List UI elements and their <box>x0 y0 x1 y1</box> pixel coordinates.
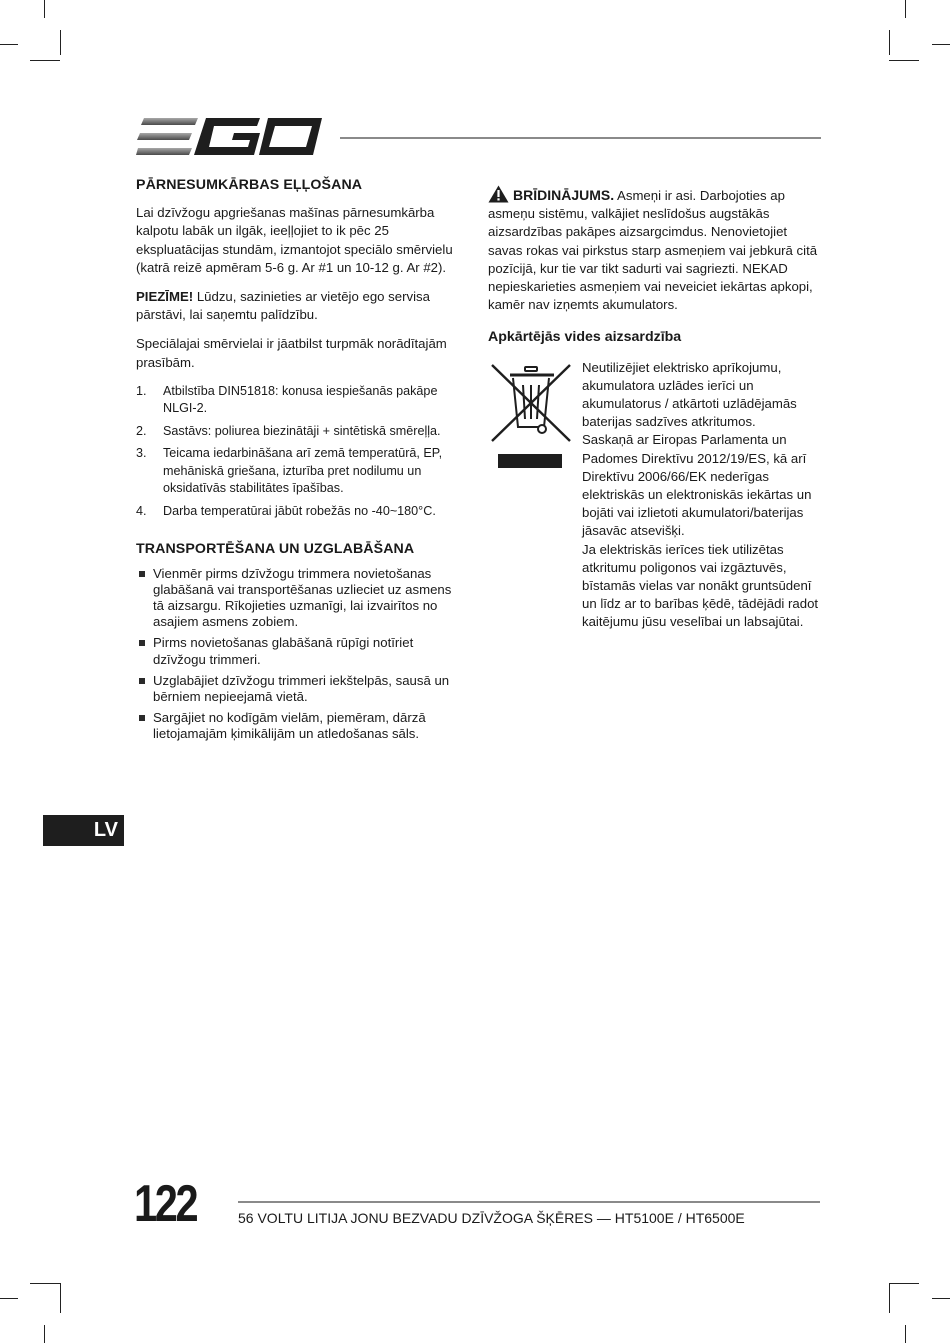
crop-mark <box>905 0 906 18</box>
list-text: Teicama iedarbināšana arī zemā temperatūrā, EP, mehāniskā griešana, izturība pret nodilumu un oksidatīvās stabilitātes īpašības. <box>163 446 443 496</box>
lube-heading: PĀRNESUMKĀRBAS EĻĻOŠANA <box>136 177 363 193</box>
env-heading: Apkārtējās vides aizsardzība <box>488 329 682 346</box>
transport-list <box>136 566 466 743</box>
crop-mark <box>889 1283 919 1284</box>
crossed-bin-icon <box>488 361 574 445</box>
list-item <box>136 710 466 742</box>
warning-paragraph <box>488 185 821 314</box>
list-number: 2. <box>136 423 147 438</box>
list-text: Pirms novietošanas glabāšanā rūpīgi notīriet dzīvžogu trimmeri. <box>153 635 414 667</box>
list-text: Vienmēr pirms dzīvžogu trimmera novietošanas glabāšanā vai transportēšanas uzlieciet uz asmens tā aizsargu. Rīkojieties uzmanīgi, lai izvairītos no asajiem asmens zobiem. <box>153 565 452 630</box>
warning-icon <box>488 185 509 203</box>
list-text: Atbilstība DIN51818: konusa iespiešanās pakāpe NLGI-2. <box>163 383 438 416</box>
list-item <box>136 445 466 498</box>
env-text <box>582 359 821 632</box>
note-text: Lūdzu, sazinieties ar vietējo ego servisa pārstāvi, lai saņemtu palīdzību. <box>136 289 430 323</box>
crop-mark <box>30 60 60 61</box>
crop-mark <box>30 1283 60 1284</box>
crop-mark <box>60 1283 61 1313</box>
left-column <box>136 176 466 748</box>
list-number: 3. <box>136 446 147 461</box>
crop-mark <box>905 1325 906 1343</box>
crop-mark <box>44 1325 45 1343</box>
crop-mark <box>889 60 919 61</box>
list-text: Sargājiet no kodīgām vielām, piemēram, dārzā lietojamajām ķimikālijām un atledošanas sāls. <box>153 710 426 742</box>
crop-mark <box>889 30 890 55</box>
header-rule <box>340 137 821 139</box>
list-text: Darba temperatūrai jābūt robežās no -40~180°C. <box>163 503 436 518</box>
list-text: Uzglabājiet dzīvžogu trimmeri iekštelpās, sausā un bērniem nepieejamā vietā. <box>153 672 450 704</box>
ego-logo <box>136 114 322 160</box>
weee-symbol <box>488 361 574 468</box>
list-number: 1. <box>136 383 147 398</box>
list-item <box>136 566 466 631</box>
list-item <box>136 383 466 418</box>
warning-text: Asmeņi ir asi. Darbojoties ap asmeņu sistēmu, valkājiet neslīdošus augstākās aizsardzības pakāpes aizsargcimdus. Nenovietojiet savas rokas vai pirkstus starp asmeņiem vai jebkurā citā pozīcijā, kur tie var tikt sadurti vai sagriezti. NEKAD nepieskarieties asmeņiem vai neveiciet iekārtas apkopi, kamēr nav izņemts akumulators. <box>488 188 818 313</box>
env-paragraph-2: Saskaņā ar Eiropas Parlamenta un Padomes Direktīvu 2012/19/ES, kā arī Direktīvu 2006/66/EK nederīgas elektriskās un elektroniskās iekārtas un bojāti vai izlietoti akumulatori/baterijas jāsavāc atsevišķi. <box>582 432 812 539</box>
weee-bar <box>498 454 562 468</box>
warning-label: BRĪDINĀJUMS. <box>513 187 615 203</box>
bullet-icon <box>139 678 145 684</box>
lube-paragraph: Lai dzīvžogu apgriešanas mašīnas pārnesumkārba kalpotu labāk un ilgāk, ieeļļojiet to ik pēc 25 ekspluatācijas stundām, izmantojot speciālo smērvielu (katrā reizē apmēram 5-6 g. Ar #1 un 10-12 g. Ar #2). <box>136 205 453 275</box>
list-item <box>136 673 466 705</box>
list-item <box>136 423 466 441</box>
crop-mark <box>44 0 45 18</box>
note-label: PIEZĪME! <box>136 289 194 305</box>
crop-mark <box>932 1298 950 1299</box>
env-section <box>488 359 821 632</box>
transport-heading: TRANSPORTĒŠANA UN UZGLABĀŠANA <box>136 541 415 558</box>
footer-rule <box>238 1201 820 1203</box>
footer-title: 56 VOLTU LITIJA JONU BEZVADU DZĪVŽOGA ŠĶĒRES — HT5100E / HT6500E <box>238 1210 745 1226</box>
crop-mark <box>889 1283 890 1313</box>
list-number: 4. <box>136 503 147 518</box>
crop-mark <box>0 1298 18 1299</box>
list-item <box>136 503 466 521</box>
bullet-icon <box>139 715 145 721</box>
note-paragraph <box>136 288 466 324</box>
crop-mark <box>932 44 950 45</box>
list-text: Sastāvs: poliurea biezinātāji + sintētiskā smēreļļa. <box>163 423 441 438</box>
bullet-icon <box>139 571 145 577</box>
page-number: 122 <box>134 1175 197 1233</box>
bullet-icon <box>139 640 145 646</box>
list-item <box>136 635 466 667</box>
env-paragraph-3: Ja elektriskās ierīces tiek utilizētas atkritumu poligonos vai izgāztuvēs, bīstamās vielas var nonākt gruntsūdenī un līdz ar to barības ķēdē, tādējādi radot kaitējumu jūsu veselībai un labsajūtai. <box>582 541 819 630</box>
right-column <box>488 185 821 632</box>
requirements-intro: Speciālajai smērvielai ir jāatbilst turpmāk norādītajām prasībām. <box>136 336 447 370</box>
crop-mark <box>60 30 61 55</box>
language-tab: LV <box>43 815 124 846</box>
env-paragraph-1: Neutilizējiet elektrisko aprīkojumu, akumulatora uzlādes ierīci un akumulatorus / atkārtoti uzlādējamās baterijas sadzīves atkritumos. <box>582 359 797 430</box>
requirements-list <box>136 383 466 521</box>
crop-mark <box>0 44 18 45</box>
